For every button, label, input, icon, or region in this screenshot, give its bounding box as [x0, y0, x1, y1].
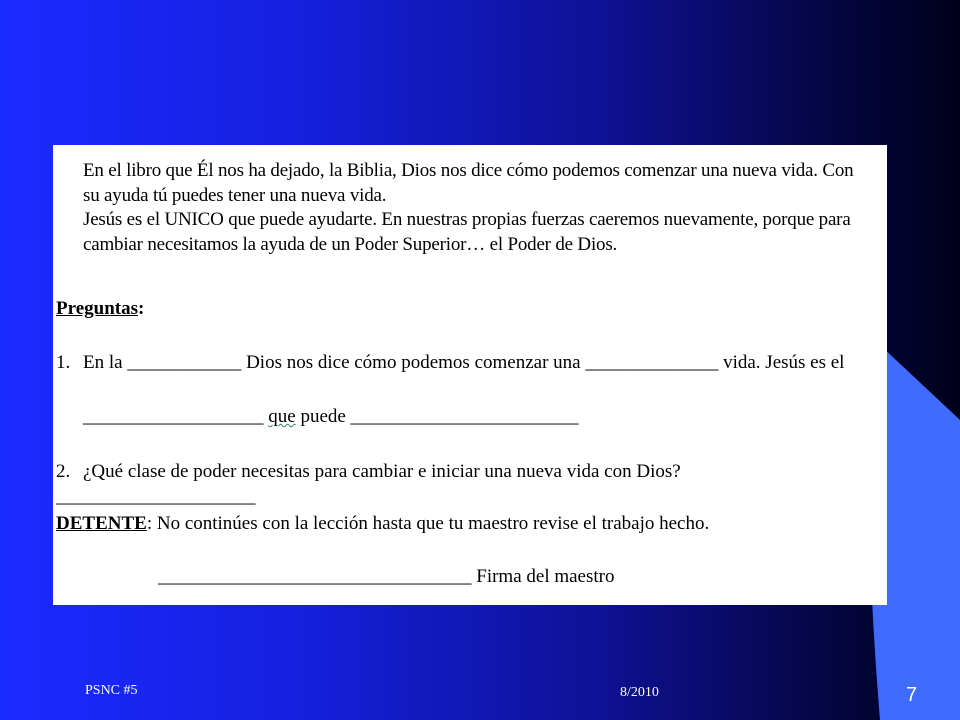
footer-date: 8/2010 — [620, 685, 659, 700]
question-1-blank: ___________________ — [83, 406, 264, 427]
document-image — [53, 145, 887, 605]
question-1-number: 1. — [56, 352, 71, 373]
questions-heading-colon: : — [137, 298, 145, 319]
question-1 — [56, 351, 876, 376]
question-1-continuation — [83, 405, 783, 430]
paragraph-line-1: En el libro que Él nos ha dejado, la Biblia, Dios nos dice cómo podemos comenzar una nueva vida. Con su ayuda tú puedes tener una nueva vida. — [83, 160, 854, 206]
stop-text: : No continúes con la lección hasta que tu maestro revise el trabajo hecho. — [146, 513, 710, 534]
spellcheck-word: que — [268, 406, 296, 427]
intro-paragraph — [83, 159, 873, 258]
teacher-signature-line: _________________________________ Firma del maestro — [158, 566, 615, 587]
question-2 — [56, 460, 876, 509]
question-1-end: puede ________________________ — [295, 406, 579, 427]
question-2-text: ¿Qué clase de poder necesitas para cambiar e iniciar una nueva vida con Dios? _____________________ — [56, 461, 681, 507]
slide-number: 7 — [906, 684, 918, 706]
paragraph-line-2: Jesús es el UNICO que puede ayudarte. En nuestras propias fuerzas caeremos nuevamente, porque para cambiar necesitamos la ayuda de un Poder Superior… el Poder de Dios. — [83, 209, 851, 256]
stop-notice — [56, 512, 876, 537]
stop-label: DETENTE — [56, 513, 147, 534]
questions-heading-label: Preguntas — [56, 298, 138, 319]
footer-course-label: PSNC #5 — [85, 683, 138, 698]
questions-heading — [56, 297, 144, 322]
question-2-number: 2. — [56, 461, 71, 482]
question-1-text: En la ____________ Dios nos dice cómo podemos comenzar una ______________ vida. Jesús es el — [83, 352, 845, 373]
